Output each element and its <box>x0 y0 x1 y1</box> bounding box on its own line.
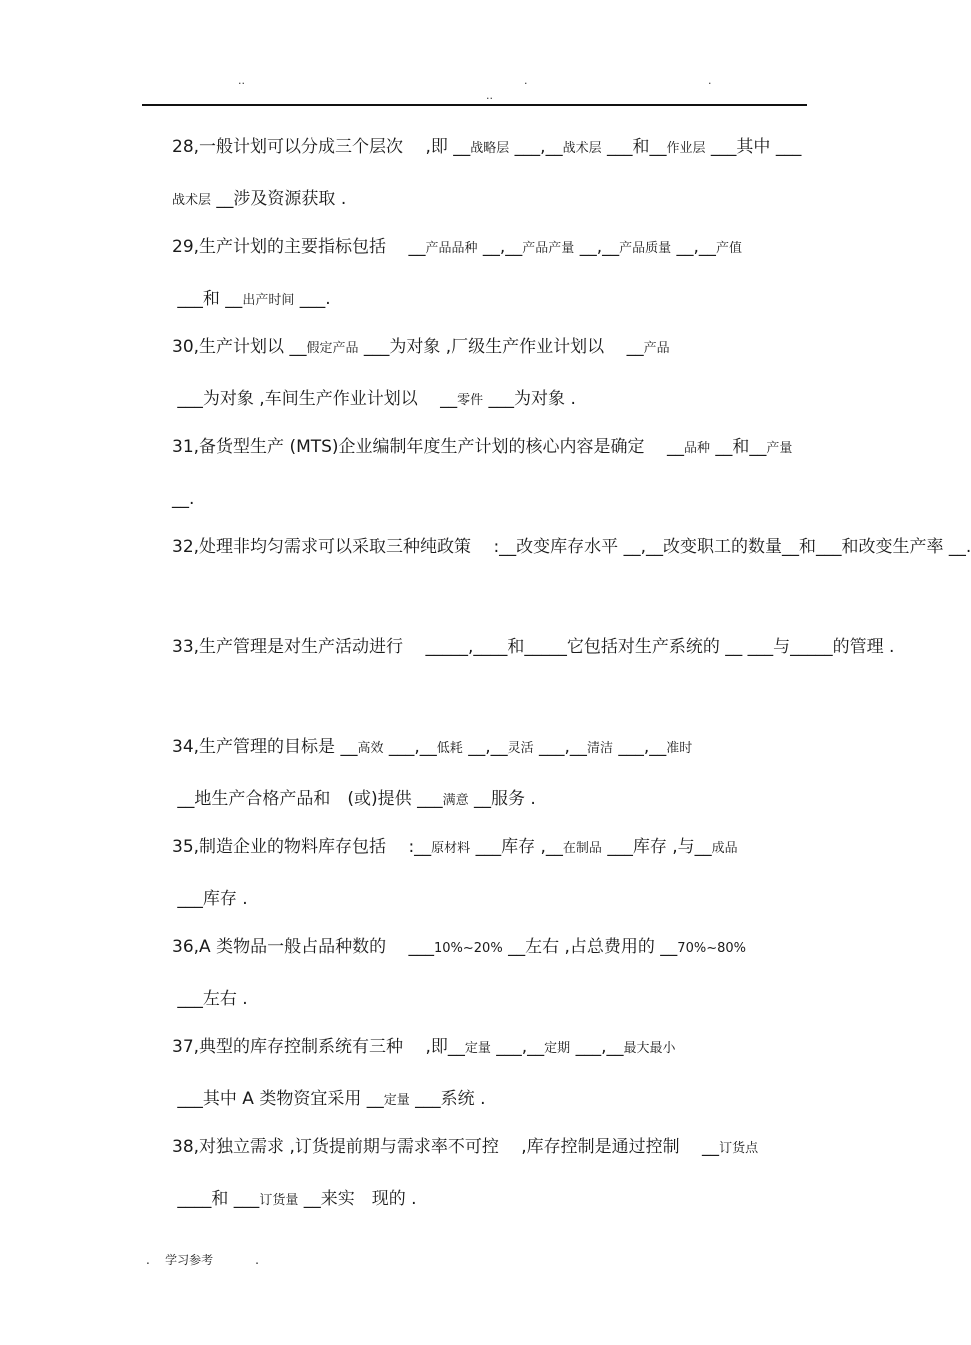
answer-text: 产量 <box>766 441 793 456</box>
page-footer <box>146 1251 259 1268</box>
question-text: 30,生产计划以 __ <box>172 337 307 357</box>
question-text: ___为对象 ,厂级生产作业计划以 __ <box>358 337 644 357</box>
answer-text: 定期 <box>544 1041 571 1056</box>
question-text: ___左右 . <box>172 989 248 1009</box>
answer-text: 产品品种 <box>425 241 478 256</box>
answer-text: 在制品 <box>562 841 602 856</box>
question-text: 29,生产计划的主要指标包括 __ <box>172 237 426 257</box>
question-text: 36,A 类物品一般占品种数的 ___ <box>172 937 434 957</box>
answer-text: 定量 <box>383 1093 410 1108</box>
answer-text: 战术层 <box>562 141 602 156</box>
answer-text: 作业层 <box>666 141 706 156</box>
answer-text: 出产时间 <box>242 293 295 308</box>
question-text: __,__ <box>462 737 508 757</box>
question-item <box>172 222 812 322</box>
question-list <box>172 122 971 1222</box>
question-item <box>172 822 812 922</box>
question-text: __,__ <box>477 237 523 257</box>
answer-text: 假定产品 <box>306 341 359 356</box>
question-text: __服务 . <box>468 789 536 809</box>
question-text: __,__ <box>574 237 620 257</box>
question-text: ___. <box>294 289 331 309</box>
question-text: ___,__ <box>490 1037 545 1057</box>
answer-text: 产品产量 <box>522 241 575 256</box>
answer-text: 原材料 <box>431 841 471 856</box>
question-text: __,__ <box>671 237 716 257</box>
question-item <box>172 1122 812 1222</box>
question-text: ___,__ <box>383 737 437 757</box>
answer-text: 清洁 <box>586 741 613 756</box>
question-item <box>172 622 895 722</box>
answer-text: 产品质量 <box>619 241 672 256</box>
header-dot-4: .. <box>486 89 493 102</box>
question-text: ___库存 . <box>172 889 248 909</box>
question-text: 38,对独立需求 ,订货提前期与需求率不可控 ,库存控制是通过控制 __ <box>172 1137 720 1157</box>
answer-text: 最大最小 <box>623 1041 676 1056</box>
question-text: ___,__ <box>509 137 563 157</box>
question-text: ___为对象 . <box>483 389 576 409</box>
answer-text: 定量 <box>464 1041 491 1056</box>
question-text: 28,一般计划可以分成三个层次 ,即 __ <box>172 137 471 157</box>
answer-text: 准时 <box>666 741 693 756</box>
question-text: 37,典型的库存控制系统有三种 ,即__ <box>172 1037 465 1057</box>
header-dot-3: . <box>708 74 712 87</box>
footer-label: 学习参考 <box>165 1253 214 1267</box>
answer-text: 产品 <box>643 341 670 356</box>
question-text: 34,生产管理的目标是 __ <box>172 737 358 757</box>
question-text: ___其中 ___ <box>705 137 802 157</box>
answer-text: 订货点 <box>719 1141 759 1156</box>
answer-text: 成品 <box>711 841 738 856</box>
question-item <box>172 522 971 622</box>
answer-text: 战略层 <box>470 141 510 156</box>
question-item <box>172 422 812 522</box>
header-dot-2: . <box>524 74 528 87</box>
question-text: ___,__ <box>570 1037 624 1057</box>
question-text: ___,__ <box>612 737 667 757</box>
question-text: __左右 ,占总费用的 __ <box>502 937 678 957</box>
answer-text: 产值 <box>715 241 742 256</box>
question-text: ___库存 ,__ <box>470 837 563 857</box>
question-item <box>172 322 812 422</box>
header-dot-1: .. <box>238 74 245 87</box>
question-item <box>172 922 812 1022</box>
footer-dot-right: . <box>255 1253 259 1267</box>
question-text: ___为对象 ,车间生产作业计划以 __ <box>172 389 458 409</box>
question-text: __来实 现的 . <box>298 1189 417 1209</box>
question-item <box>172 722 812 822</box>
question-text: 32,处理非均匀需求可以采取三种纯政策 :__改变库存水平 __,__改变职工的数量__和___和改变生产率 __. <box>172 537 971 557</box>
question-text: __地生产合格产品和 (或)提供 ___ <box>172 789 443 809</box>
answer-text: 10%~20% <box>433 941 503 956</box>
question-item <box>172 122 812 222</box>
question-text: 33,生产管理是对生产活动进行 _____,____和_____它包括对生产系统的 __ ___与_____的管理 . <box>172 637 895 657</box>
question-text: ___和__ <box>601 137 667 157</box>
answer-text: 品种 <box>683 441 710 456</box>
question-text: ___,__ <box>533 737 587 757</box>
question-text: __. <box>172 489 195 509</box>
question-text: ____和 ___ <box>172 1189 260 1209</box>
answer-text: 零件 <box>457 393 484 408</box>
question-text: ___其中 A 类物资宜采用 __ <box>172 1089 384 1109</box>
answer-text: 灵活 <box>507 741 534 756</box>
answer-text: 战术层 <box>172 193 212 208</box>
answer-text: 高效 <box>357 741 384 756</box>
answer-text: 70%~80% <box>677 941 746 956</box>
answer-text: 满意 <box>442 793 469 808</box>
question-text: ___和 __ <box>172 289 243 309</box>
question-text: ___系统 . <box>409 1089 486 1109</box>
header-rule <box>142 104 807 106</box>
answer-text: 订货量 <box>259 1193 299 1208</box>
footer-dot-left: . <box>146 1253 150 1267</box>
question-text: ___库存 ,与__ <box>601 837 712 857</box>
question-item <box>172 1022 812 1122</box>
answer-text: 低耗 <box>436 741 463 756</box>
question-text: __涉及资源获取 . <box>211 189 347 209</box>
question-text: 31,备货型生产 (MTS)企业编制年度生产计划的核心内容是确定 __ <box>172 437 684 457</box>
question-text: __和__ <box>709 437 767 457</box>
question-text: 35,制造企业的物料库存包括 :__ <box>172 837 432 857</box>
